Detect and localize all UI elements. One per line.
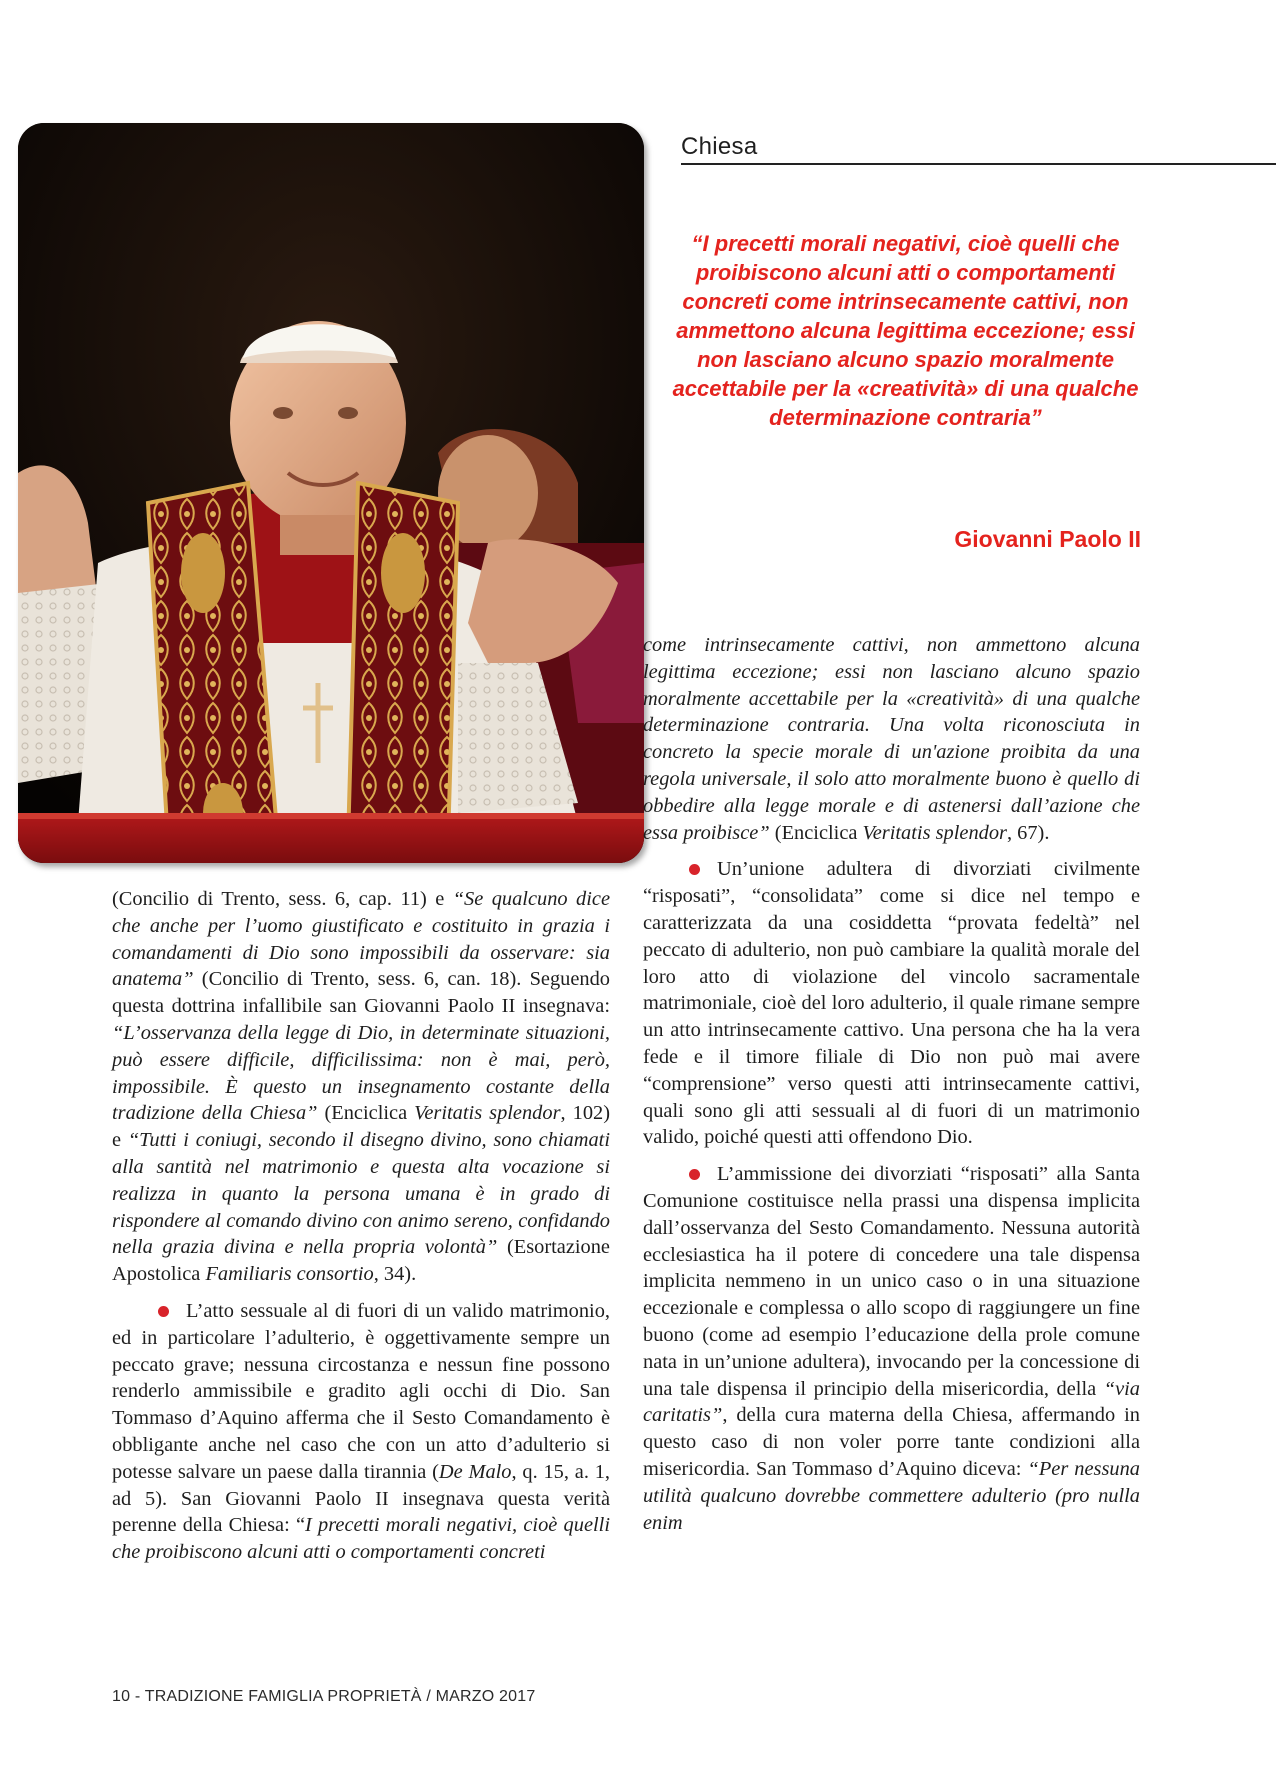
text-run: (Enciclica	[769, 821, 863, 844]
paragraph-text	[643, 1163, 1140, 1533]
italic-run: De Malo	[438, 1460, 512, 1483]
italic-run: come intrinsecamente cattivi, non ammettono alcuna legittima eccezione; essi non lasciano alcuno spazio moralmente accettabile per la «creatività» di una qualche determinazione contraria. Una volta riconosciuta in concreto la specie morale di un'azione proibita da una regola universale, il solo atto moralmente buono è quello di obbedire alla legge morale e di astenersi dall’azione che essa proibisce”	[643, 634, 1140, 844]
bullet-icon	[689, 1169, 700, 1180]
text-run: , 34).	[373, 1263, 417, 1286]
text-run: , della cura materna della Chiesa, affermando in questo caso di non voler porre tante condizioni alla misericordia. San Tommaso d’Aquino diceva:	[643, 1404, 1140, 1480]
italic-run: Veritatis splendor	[414, 1102, 561, 1125]
text-run: L’atto sessuale al di fuori di un valido matrimonio, ed in particolare l’adulterio, è oggettivamente sempre un peccato grave; nessuna circostanza e nessun fine possono renderlo ammissibile e gradito agli occhi di Dio. San Tommaso d’Aquino afferma che il Sesto Comandamento è obbligante anche nel caso che con un atto d’adulterio si potesse salvare un paese dalla tirannia (	[112, 1299, 610, 1483]
bullet-icon	[158, 1306, 169, 1317]
text-run: , 102) e	[112, 1102, 611, 1152]
bullet-paragraph	[643, 1161, 1140, 1536]
text-run: , q. 15, a. 1, ad 5). San Giovanni Paolo II insegnava questa verità perenne della Chiesa: “	[112, 1460, 611, 1537]
italic-run: I precetti morali negativi, cioè quelli che proibiscono alcuni atti o comportamenti concreti	[112, 1514, 610, 1564]
italic-run: “via caritatis”	[643, 1377, 1140, 1427]
italic-run: “Per nessuna utilità qualcuno dovrebbe commettere adulterio (pro nulla enim	[643, 1457, 1140, 1534]
pull-quote: “I precetti morali negativi, cioè quelli che proibiscono alcuni atti o comportamenti concreti come intrinsecamente cattivi, non ammettono alcuna legittima eccezione; essi non lasciano alcuno spazio moralmente accettabile per la «creatività» di una qualche determinazione contraria”	[672, 231, 1139, 430]
pull-quote-author: Giovanni Paolo II	[954, 526, 1141, 552]
italic-run: “Tutti i coniugi, secondo il disegno divino, sono chiamati alla santità nel matrimonio e questa alta vocazione si realizza in quanto la persona umana è in grado di rispondere al comando divino con animo sereno, confidando nella grazia divina e nella propria volontà”	[112, 1129, 610, 1259]
text-run: L’ammissione dei divorziati “risposati” alla Santa Comunione costituisce nella prassi una dispensa implicita dall’osservanza del Sesto Comandamento. Nessuna autorità ecclesiastica ha il potere di concedere una tale dispensa implicita nemmeno in un unico caso o in una situazione eccezionale e complessa o allo scopo di raggiungere un fine buono (come ad esempio l’educazione della prole comune nata in un’unione adultera), invocando per la concessione di una tale dispensa il principio della misericordia, della	[643, 1163, 1140, 1400]
bullet-icon	[689, 864, 700, 875]
text-run: (Enciclica	[317, 1102, 415, 1125]
section-rule	[681, 163, 1276, 165]
bullet-paragraph	[112, 1298, 610, 1566]
text-run: , 67).	[1006, 821, 1050, 844]
paragraph	[112, 886, 610, 1288]
pope-photo-illustration	[18, 123, 644, 863]
text-run: (Concilio di Trento, sess. 6, can. 18). Seguendo questa dottrina infallibile san Giovanni Paolo II insegnava:	[112, 968, 610, 1018]
paragraph-text	[112, 1300, 610, 1563]
section-label: Chiesa	[681, 133, 758, 160]
italic-run: Familiaris consortio	[205, 1263, 374, 1286]
italic-run: Veritatis splendor	[862, 821, 1007, 844]
paragraph-text	[643, 858, 1140, 1148]
text-run: (Esortazione Apostolica	[112, 1236, 610, 1286]
italic-run: “L’osservanza della legge di Dio, in determinate situazioni, può essere difficile, difficilissima: non è mai, però, impossibile. È questo un insegnamento costante della tradizione della Chiesa”	[112, 1021, 610, 1125]
left-column	[112, 886, 610, 1566]
text-run: (Concilio di Trento, sess. 6, cap. 11) e	[112, 888, 453, 910]
italic-run: “Se qualcuno dice che anche per l’uomo giustificato e costituito in grazia i comandamenti di Dio sono impossibili da osservare: sia anatema”	[112, 888, 610, 991]
paragraph	[643, 632, 1140, 846]
page-footer: 10 - TRADIZIONE FAMIGLIA PROPRIETÀ / MARZO 2017	[112, 1688, 536, 1705]
pope-photo	[18, 123, 644, 863]
bullet-paragraph	[643, 856, 1140, 1151]
right-column	[643, 632, 1140, 1536]
text-run: Un’unione adultera di divorziati civilmente “risposati”, “consolidata” come si dice nel tempo e caratterizzata da una cosiddetta “provata fedeltà” nel peccato di adulterio, non può cambiare la qualità morale del loro atto di violazione del vincolo sacramentale matrimoniale, cioè del loro adulterio, il quale rimane sempre un atto intrinsecamente cattivo. Una persona che ha la vera fede e il timore filiale di Dio non può mai avere “comprensione” verso questi atti intrinsecamente cattivi, quali sono gli atti sessuali al di fuori di un matrimonio valido, poiché questi atti offendono Dio.	[643, 858, 1140, 1149]
